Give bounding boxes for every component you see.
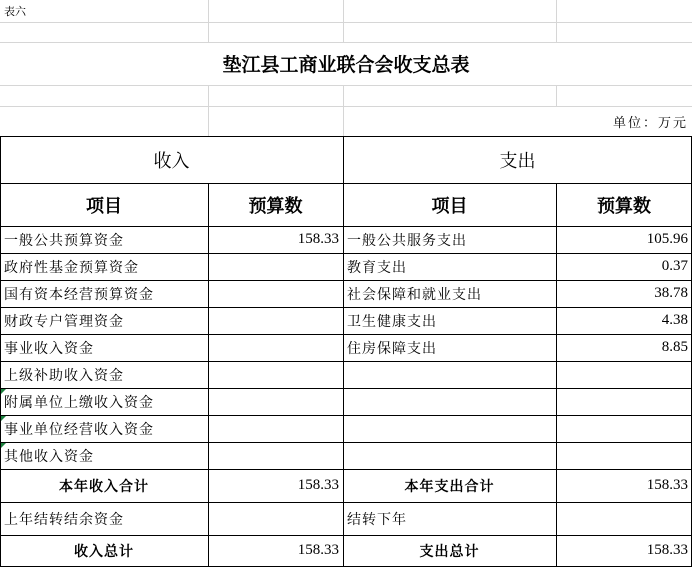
expense-item-label: 一般公共服务支出	[347, 232, 467, 249]
expense-item-value	[556, 442, 692, 469]
expense-section-header: 支出	[499, 150, 536, 172]
income-year-total-label: 本年收入合计	[59, 478, 149, 495]
income-item-value	[208, 334, 343, 361]
income-carry-label: 上年结转结余资金	[4, 511, 124, 528]
expense-item-label	[343, 442, 556, 469]
expense-item-label	[343, 388, 556, 415]
income-item-label: 上级补助收入资金	[4, 367, 124, 384]
unit-label: 单位：万元	[612, 115, 688, 131]
income-item-value: 158.33	[297, 231, 339, 247]
expense-year-total-label: 本年支出合计	[404, 478, 495, 495]
income-item-label: 一般公共预算资金	[4, 232, 124, 249]
income-item-value	[208, 442, 343, 469]
cell-indicator-mark	[1, 389, 6, 394]
income-item-label: 附属单位上缴收入资金	[4, 394, 154, 411]
income-section-header: 收入	[153, 150, 190, 172]
page-title: 垫江县工商业联合会收支总表	[222, 54, 470, 76]
expense-item-label	[343, 415, 556, 442]
expense-item-label: 住房保障支出	[347, 340, 437, 357]
expense-item-value	[556, 361, 692, 388]
expense-item-label: 卫生健康支出	[347, 313, 437, 330]
expense-item-label: 社会保障和就业支出	[347, 286, 482, 303]
expense-item-value: 4.38	[661, 312, 688, 328]
income-item-label: 国有资本经营预算资金	[4, 286, 154, 303]
income-year-total-value: 158.33	[297, 477, 339, 493]
income-grand-total-label: 收入总计	[74, 543, 134, 560]
expense-carry-label: 结转下年	[347, 511, 407, 528]
expense-item-value	[556, 415, 692, 442]
expense-year-total-value: 158.33	[646, 477, 688, 493]
expense-item-column-header: 项目	[431, 195, 468, 217]
income-item-label: 政府性基金预算资金	[4, 259, 139, 276]
income-item-value	[208, 280, 343, 307]
income-item-value	[208, 307, 343, 334]
expense-carry-value	[556, 502, 692, 535]
cell-indicator-mark	[1, 416, 6, 421]
expense-item-label: 教育支出	[347, 259, 407, 276]
income-grand-total-value: 158.33	[297, 542, 339, 558]
expense-item-label	[343, 361, 556, 388]
income-item-column-header: 项目	[86, 195, 122, 217]
income-item-label: 财政专户管理资金	[4, 313, 124, 330]
expense-item-value	[556, 388, 692, 415]
income-item-label: 事业单位经营收入资金	[4, 421, 154, 438]
income-carry-value	[208, 502, 343, 535]
income-item-value	[208, 361, 343, 388]
expense-budget-column-header: 预算数	[597, 195, 651, 217]
cell-indicator-mark	[1, 443, 6, 448]
expense-item-value: 0.37	[661, 258, 688, 274]
sheet-label: 表六	[4, 5, 26, 18]
income-item-label: 其他收入资金	[4, 448, 94, 465]
expense-grand-total-label: 支出总计	[419, 543, 480, 560]
income-budget-column-header: 预算数	[248, 195, 303, 217]
income-item-value	[208, 253, 343, 280]
expense-item-value: 105.96	[646, 231, 688, 247]
expense-item-value: 38.78	[654, 285, 688, 301]
income-item-label: 事业收入资金	[4, 340, 94, 357]
income-item-value	[208, 415, 343, 442]
expense-grand-total-value: 158.33	[646, 542, 688, 558]
income-item-value	[208, 388, 343, 415]
expense-item-value: 8.85	[661, 339, 688, 355]
